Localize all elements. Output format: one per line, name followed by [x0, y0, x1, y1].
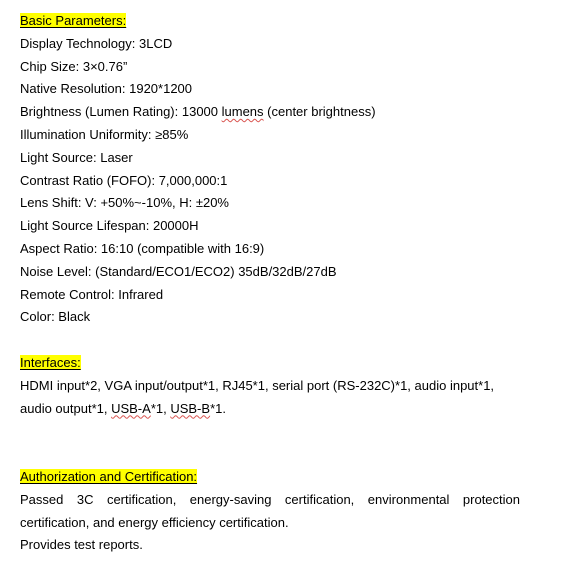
- interfaces-text: audio output*1,: [20, 400, 112, 416]
- certification-line-3: Provides test reports.: [20, 537, 143, 553]
- spec-chip-size: Chip Size: 3×0.76”: [20, 58, 128, 74]
- certification-heading-line: [20, 466, 520, 489]
- spec-light-source-lifespan: Light Source Lifespan: 20000H: [20, 218, 199, 234]
- spec-color: Color: Black: [20, 309, 91, 325]
- spellcheck-marked-word: lumens: [221, 104, 264, 120]
- paragraph-spacer: [20, 420, 520, 466]
- spellcheck-marked-usb-b: USB-B: [170, 400, 211, 416]
- certification-heading: Authorization and Certification:: [20, 468, 198, 484]
- spec-noise-level: Noise Level: (Standard/ECO1/ECO2) 35dB/32dB/27dB: [20, 263, 337, 279]
- certification-line-1: Passed 3C certification, energy-saving certification, environmental protection: [20, 491, 520, 507]
- interfaces-heading-line: [20, 352, 520, 375]
- basic-parameters-heading-line: [20, 10, 520, 33]
- interfaces-line-2: [20, 398, 520, 421]
- spec-brightness-text-after: (center brightness): [263, 104, 376, 120]
- spec-remote-control: Remote Control: Infrared: [20, 286, 164, 302]
- spec-illumination-uniformity: Illumination Uniformity: ≥85%: [20, 126, 189, 142]
- interfaces-text: *1,: [150, 400, 171, 416]
- spec-display-technology: Display Technology: 3LCD: [20, 35, 173, 51]
- basic-parameters-heading: Basic Parameters:: [20, 13, 127, 28]
- spellcheck-marked-usb-a: USB-A: [111, 400, 151, 416]
- document-body: [20, 10, 520, 557]
- spec-light-source: Light Source: Laser: [20, 149, 133, 165]
- spec-brightness-text-before: Brightness (Lumen Rating): 13000: [20, 104, 222, 120]
- spec-contrast-ratio: Contrast Ratio (FOFO): 7,000,000:1: [20, 172, 228, 188]
- spec-aspect-ratio: Aspect Ratio: 16:10 (compatible with 16:9): [20, 240, 265, 256]
- spec-brightness: [20, 101, 520, 124]
- interfaces-text: *1.: [210, 400, 226, 416]
- spec-native-resolution: Native Resolution: 1920*1200: [20, 81, 193, 97]
- certification-line-2: certification, and energy efficiency certification.: [20, 514, 289, 530]
- interfaces-heading: Interfaces:: [20, 354, 81, 370]
- spec-lens-shift: Lens Shift: V: +50%~-10%, H: ±20%: [20, 195, 229, 211]
- interfaces-line-1: HDMI input*2, VGA input/output*1, RJ45*1, serial port (RS-232C)*1, audio input*1,: [20, 377, 495, 393]
- paragraph-spacer: [20, 329, 520, 352]
